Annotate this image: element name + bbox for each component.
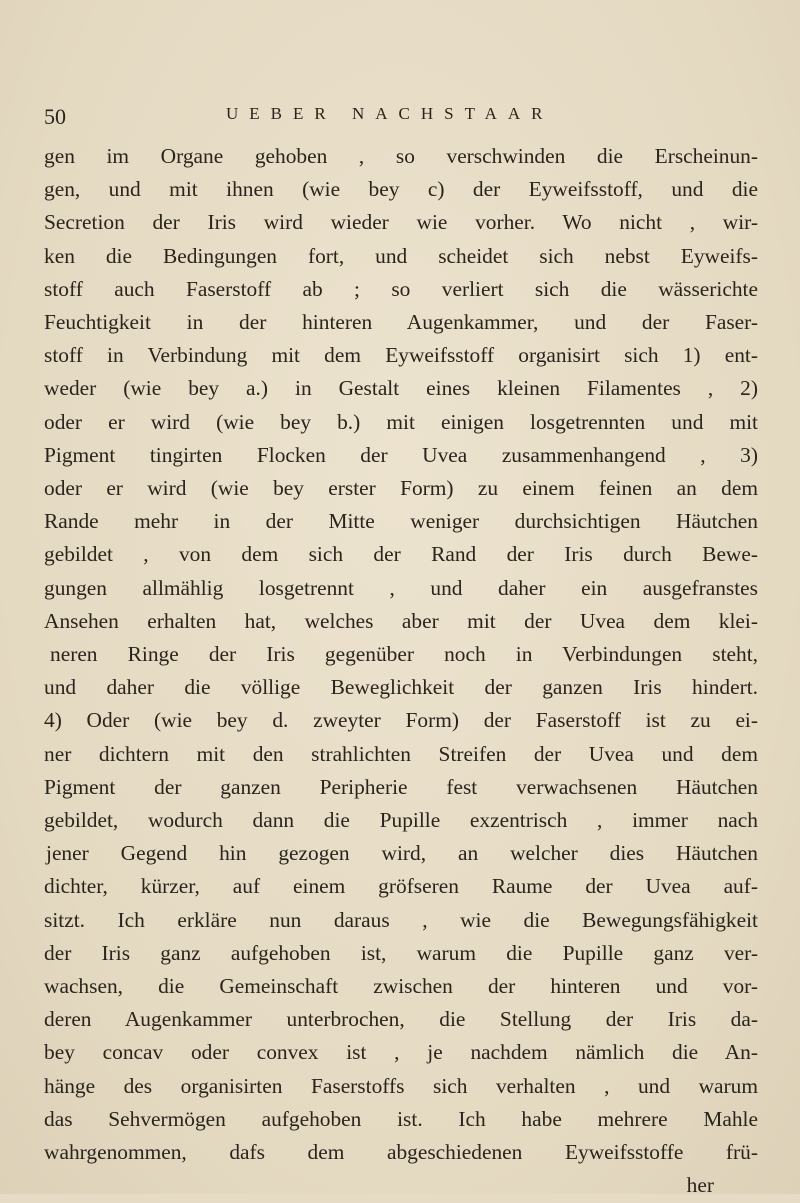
text-line: ken die Bedingungen fort, und scheidet sich nebst Eyweifs- — [44, 243, 758, 268]
text-line: Rande mehr in der Mitte weniger durchsichtigen Häutchen — [44, 509, 758, 534]
text-line: der Iris ganz aufgehoben ist, warum die Pupille ganz ver- — [44, 940, 758, 965]
body-text — [44, 140, 758, 1203]
text-line: stoff auch Faserstoff ab ; so verliert sich die wässerichte — [44, 276, 758, 301]
text-line: das Sehvermögen aufgehoben ist. Ich habe mehrere Mahle — [44, 1106, 758, 1131]
text-line: Secretion der Iris wird wieder wie vorher. Wo nicht , wir- — [44, 210, 758, 235]
text-line: weder (wie bey a.) in Gestalt eines kleinen Filamentes , 2) — [44, 376, 758, 401]
text-line: wachsen, die Gemeinschaft zwischen der hinteren und vor- — [44, 974, 758, 999]
text-line: gen, und mit ihnen (wie bey c) der Eyweifsstoff, und die — [44, 177, 758, 202]
text-line: gen im Organe gehoben , so verschwinden die Erscheinun- — [44, 144, 758, 168]
text-line: dichter, kürzer, auf einem gröfseren Raume der Uvea auf- — [44, 874, 758, 899]
text-line: gungen allmählig losgetrennt , und daher ein ausgefranstes — [44, 575, 758, 600]
text-line: Pigment tingirten Flocken der Uvea zusammenhangend , 3) — [44, 442, 758, 467]
text-line: gebildet, wodurch dann die Pupille exzentrisch , immer nach — [44, 808, 758, 833]
text-line: 4) Oder (wie bey d. zweyter Form) der Faserstoff ist zu ei- — [44, 708, 758, 733]
text-line: Ansehen erhalten hat, welches aber mit der Uvea dem klei- — [44, 608, 758, 633]
running-head — [44, 104, 764, 134]
text-line: Pigment der ganzen Peripherie fest verwachsenen Häutchen — [44, 774, 758, 799]
text-line: hänge des organisirten Faserstoffs sich verhalten , und warum — [44, 1073, 758, 1098]
text-line: deren Augenkammer unterbrochen, die Stellung der Iris da- — [44, 1007, 758, 1032]
text-line: sitzt. Ich erkläre nun daraus , wie die Bewegungsfähigkeit — [44, 907, 758, 932]
text-line: und daher die völlige Beweglichkeit der ganzen Iris hindert. — [44, 675, 758, 700]
text-line: gebildet , von dem sich der Rand der Iris durch Bewe- — [44, 542, 758, 567]
text-line: neren Ringe der Iris gegenüber noch in Verbindungen steht, — [50, 642, 758, 667]
text-line: Feuchtigkeit in der hinteren Augenkammer, und der Faser- — [44, 310, 758, 335]
running-title: UEBER NACHSTAAR — [226, 104, 554, 123]
catchword: her — [686, 1173, 714, 1198]
text-line: stoff in Verbindung mit dem Eyweifsstoff organisirt sich 1) ent- — [44, 343, 758, 368]
text-line: jener Gegend hin gezogen wird, an welcher dies Häutchen — [46, 841, 758, 866]
text-line: bey concav oder convex ist , je nachdem nämlich die An- — [44, 1040, 758, 1065]
page-number: 50 — [44, 104, 66, 129]
text-line: wahrgenommen, dafs dem abgeschiedenen Eyweifsstoffe frü- — [44, 1140, 758, 1165]
text-line: oder er wird (wie bey erster Form) zu einem feinen an dem — [44, 476, 758, 501]
text-line: oder er wird (wie bey b.) mit einigen losgetrennten und mit — [44, 409, 758, 434]
text-line: ner dichtern mit den strahlichten Streifen der Uvea und dem — [44, 741, 758, 766]
